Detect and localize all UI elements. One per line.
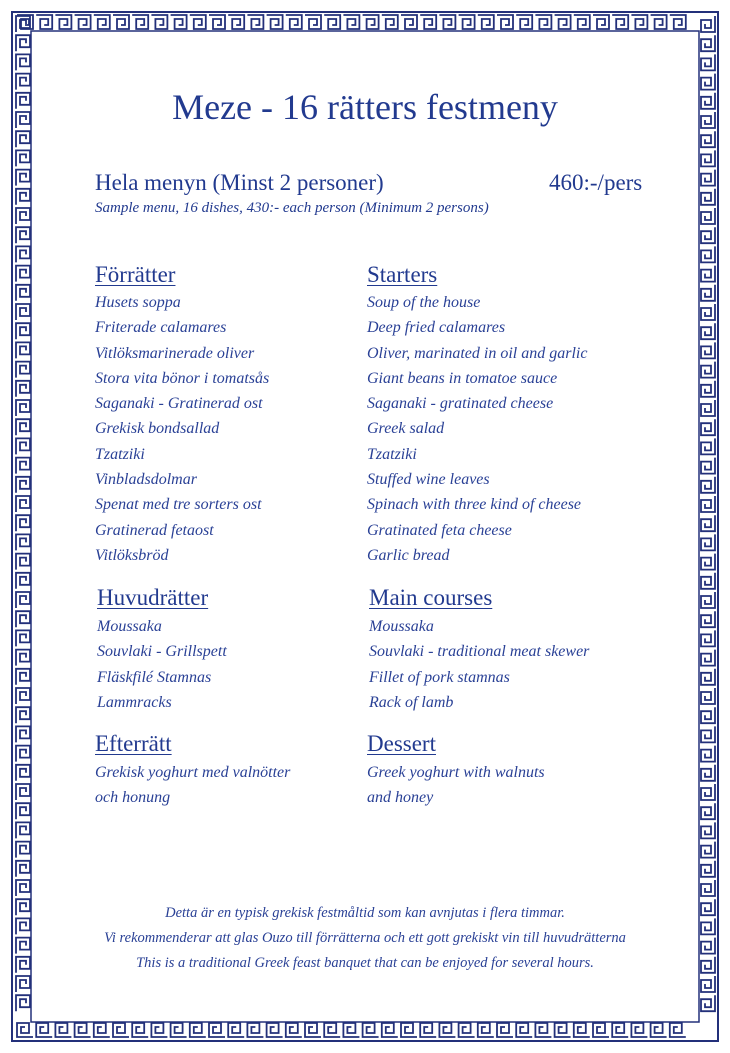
footer-line-3: This is a traditional Greek feast banquet that can be enjoyed for several hours.	[136, 955, 594, 971]
list-item: Rack of lamb	[369, 693, 454, 711]
list-item: Greek salad	[367, 420, 445, 438]
list-item: Moussaka	[369, 618, 434, 635]
starters-sv-list	[95, 290, 269, 568]
list-item: Tzatziki	[95, 445, 145, 463]
section-title-dessert-sv: Efterrätt	[95, 731, 172, 756]
section-title-starters-sv: Förrätter	[95, 262, 176, 287]
list-item: Spenat med tre sorters ost	[95, 496, 262, 514]
section-title-dessert-en: Dessert	[367, 731, 436, 756]
footer-line-1: Detta är en typisk grekisk festmåltid som kan avnjutas i flera timmar.	[165, 905, 565, 921]
list-item: Lammracks	[97, 693, 172, 711]
footer-line-2: Vi rekommenderar att glas Ouzo till förrätterna och ett gott grekiskt vin till huvudrätterna	[104, 930, 626, 946]
list-item: Soup of the house	[367, 294, 481, 311]
list-item: Gratinated feta cheese	[367, 521, 512, 539]
list-item: Husets soppa	[95, 294, 181, 311]
list-item: Saganaki - gratinated cheese	[367, 395, 554, 413]
sample-note: Sample menu, 16 dishes, 430:- each person (Minimum 2 persons)	[95, 200, 489, 216]
list-item: Oliver, marinated in oil and garlic	[367, 344, 588, 362]
list-item: Giant beans in tomatoe sauce	[367, 369, 558, 387]
list-item: Souvlaki - traditional meat skewer	[369, 643, 590, 661]
section-title-mains-en: Main courses	[369, 585, 493, 610]
list-item: Fillet of pork stamnas	[369, 668, 510, 686]
list-item: Stuffed wine leaves	[367, 471, 490, 489]
list-item: Greek yoghurt with walnuts	[367, 764, 545, 781]
list-item: and honey	[367, 789, 434, 807]
page-title: Meze - 16 rätters festmeny	[172, 87, 558, 127]
list-item: Grekisk yoghurt med valnötter	[95, 764, 291, 781]
list-item: Vitlöksmarinerade oliver	[95, 344, 255, 362]
full-menu-label: Hela menyn (Minst 2 personer)	[95, 170, 384, 195]
section-title-starters-en: Starters	[367, 262, 438, 287]
list-item: Tzatziki	[367, 445, 417, 463]
list-item: Gratinerad fetaost	[95, 521, 214, 539]
list-item: Saganaki - Gratinerad ost	[95, 395, 263, 413]
mains-en-list	[369, 614, 589, 715]
mains-sv-list	[97, 614, 227, 715]
list-item: Moussaka	[97, 618, 162, 635]
list-item: Deep fried calamares	[367, 319, 506, 337]
list-item: Vitlöksbröd	[95, 546, 169, 564]
starters-en-list	[367, 290, 587, 568]
list-item: Spinach with three kind of cheese	[367, 496, 582, 514]
dessert-sv-list	[95, 760, 290, 811]
list-item: Stora vita bönor i tomatsås	[95, 369, 270, 387]
list-item: Grekisk bondsallad	[95, 420, 220, 438]
list-item: och honung	[95, 789, 171, 807]
dessert-en-list	[367, 760, 545, 811]
menu-content	[34, 34, 696, 1019]
list-item: Friterade calamares	[95, 319, 227, 337]
list-item: Vinbladsdolmar	[95, 471, 197, 489]
list-item: Fläskfilé Stamnas	[97, 668, 212, 686]
section-title-mains-sv: Huvudrätter	[97, 585, 209, 610]
list-item: Souvlaki - Grillspett	[97, 643, 227, 661]
list-item: Garlic bread	[367, 546, 450, 564]
price-label: 460:-/pers	[549, 170, 643, 195]
